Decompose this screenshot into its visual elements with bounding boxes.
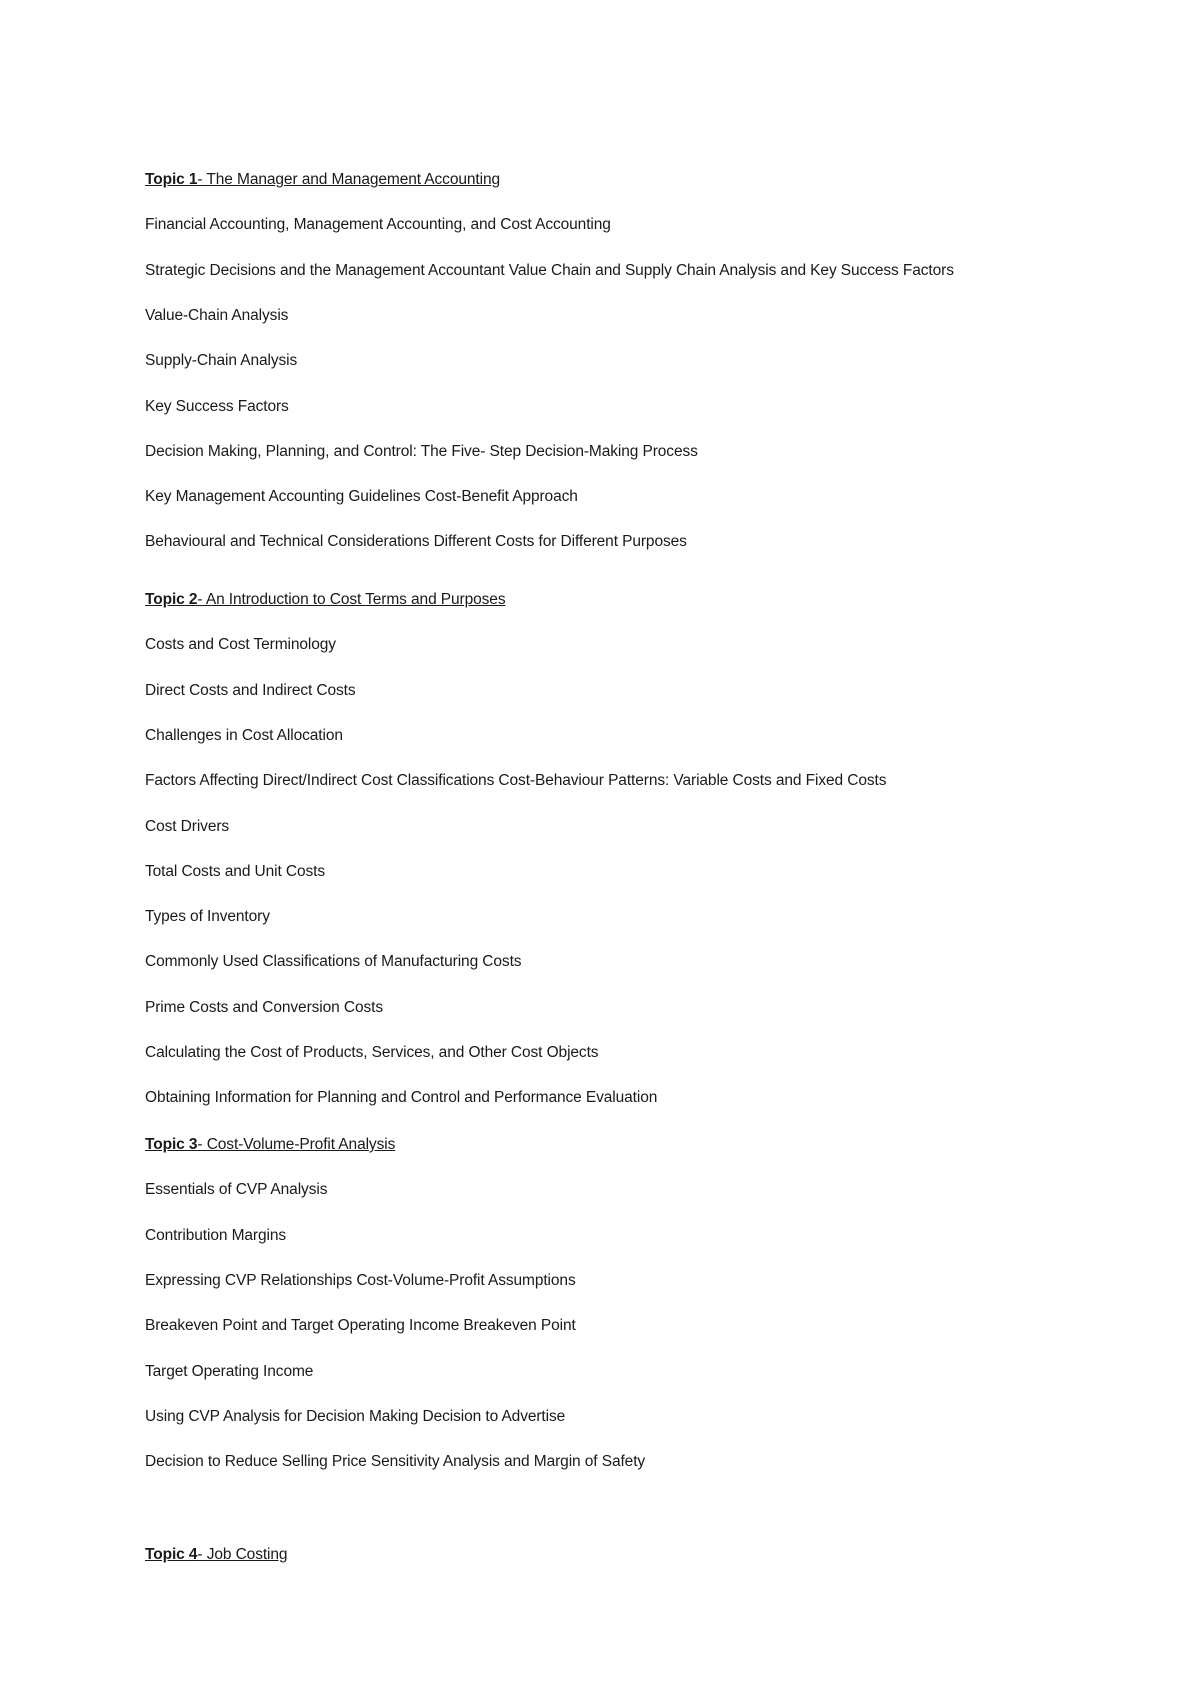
subtopic-line: Value-Chain Analysis [145,307,289,324]
subtopic-line: Total Costs and Unit Costs [145,863,326,880]
topic-heading [145,1135,395,1155]
subtopic-line: Supply-Chain Analysis [145,352,298,369]
subtopic-line: Commonly Used Classifications of Manufacturing Costs [145,953,522,970]
subtopic-line: Breakeven Point and Target Operating Income Breakeven Point [145,1317,576,1334]
subtopic-line: Financial Accounting, Management Accounting, and Cost Accounting [145,216,611,233]
subtopic-line: Costs and Cost Terminology [145,636,336,653]
topic-heading [145,590,505,610]
topic-title: - The Manager and Management Accounting [197,171,500,188]
topic-title: - An Introduction to Cost Terms and Purposes [197,591,506,608]
topic-heading [145,1545,287,1565]
topic-title: - Job Costing [197,1546,288,1563]
topic-label: Topic 3 [145,1136,198,1153]
subtopic-line: Decision Making, Planning, and Control: The Five- Step Decision-Making Process [145,443,698,460]
subtopic-line: Types of Inventory [145,908,270,925]
topic-title: - Cost-Volume-Profit Analysis [197,1136,396,1153]
subtopic-line: Decision to Reduce Selling Price Sensitivity Analysis and Margin of Safety [145,1453,646,1470]
subtopic-line: Using CVP Analysis for Decision Making Decision to Advertise [145,1408,566,1425]
subtopic-line: Key Success Factors [145,398,289,415]
subtopic-line: Essentials of CVP Analysis [145,1181,328,1198]
subtopic-line: Key Management Accounting Guidelines Cost-Benefit Approach [145,488,578,505]
subtopic-line: Strategic Decisions and the Management Accountant Value Chain and Supply Chain Analysis and Key Success Factors [145,262,954,279]
subtopic-line: Prime Costs and Conversion Costs [145,999,384,1016]
subtopic-line: Calculating the Cost of Products, Services, and Other Cost Objects [145,1044,599,1061]
subtopic-line: Direct Costs and Indirect Costs [145,682,356,699]
subtopic-line: Factors Affecting Direct/Indirect Cost Classifications Cost-Behaviour Patterns: Variable Costs and Fixed Costs [145,772,887,789]
topic-heading [145,170,500,190]
topic-label: Topic 2 [145,591,198,608]
subtopic-line: Cost Drivers [145,818,230,835]
subtopic-line: Obtaining Information for Planning and Control and Performance Evaluation [145,1089,658,1106]
subtopic-line: Target Operating Income [145,1363,314,1380]
topic-label: Topic 4 [145,1546,198,1563]
topic-label: Topic 1 [145,171,198,188]
subtopic-line: Behavioural and Technical Considerations Different Costs for Different Purposes [145,533,687,550]
subtopic-line: Challenges in Cost Allocation [145,727,343,744]
subtopic-line: Contribution Margins [145,1227,287,1244]
subtopic-line: Expressing CVP Relationships Cost-Volume-Profit Assumptions [145,1272,576,1289]
